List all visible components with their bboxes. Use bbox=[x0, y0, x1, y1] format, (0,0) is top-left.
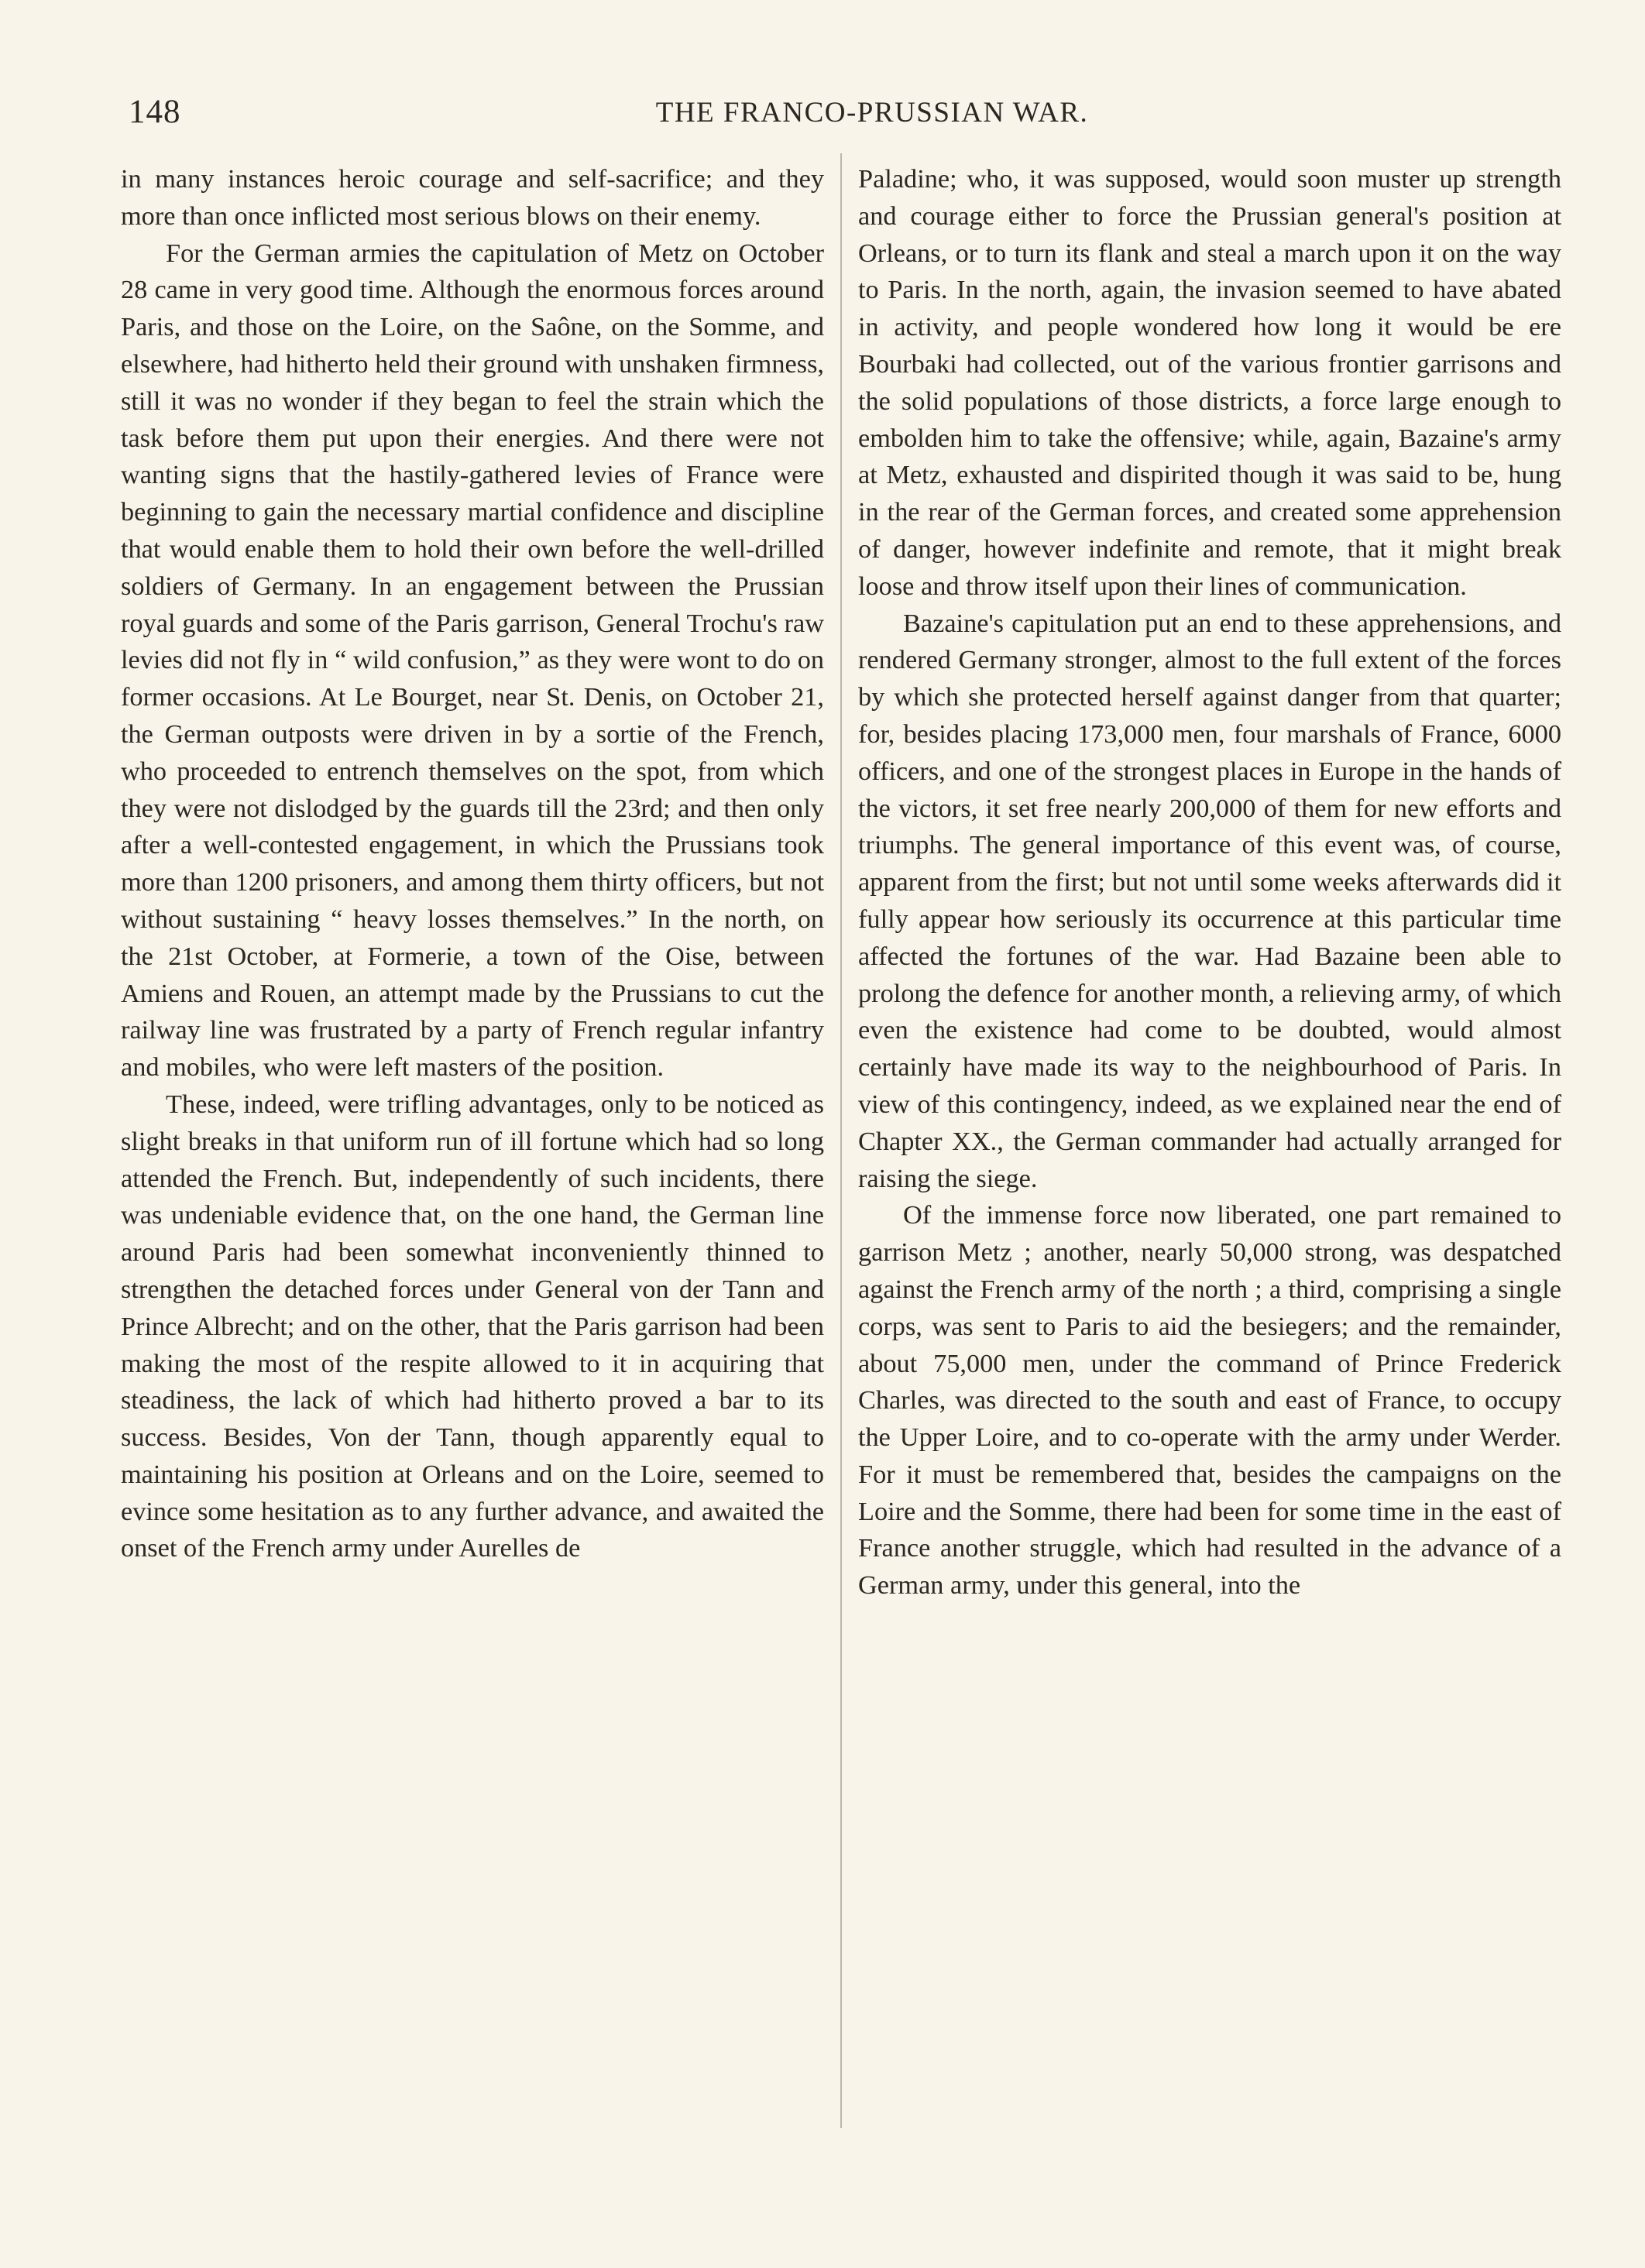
page-number: 148 bbox=[129, 94, 181, 130]
paragraph: Paladine; who, it was supposed, would soon muster up strength and courage either to force the Prussian general's position at Orleans, or to turn its flank and steal a march upon it on the way to Paris. In the north, again, the invasion seemed to have abated in activity, and people wondered how long it would be ere Bourbaki had collected, out of the various frontier garrisons and the solid populations of those districts, a force large enough to embolden him to take the offensive; while, again, Bazaine's army at Metz, exhausted and dispirited though it was said to be, hung in the rear of the German forces, and created some apprehension of danger, however indefinite and remote, that it might break loose and throw itself upon their lines of communication. bbox=[858, 164, 1561, 601]
paragraph: Bazaine's capitulation put an end to these apprehensions, and rendered Germany stronger, almost to the full extent of the forces by which she protected herself against danger from that quarter; for, besides placing 173,000 men, four marshals of France, 6000 officers, and one of the strongest places in Europe in the hands of the victors, it set free nearly 200,000 of them for new efforts and triumphs. The general importance of this event was, of course, apparent from the first; but not until some weeks afterwards did it fully appear how seriously its occurrence at this particular time affected the fortunes of the war. Had Bazaine been able to prolong the defence for another month, a relieving army, of which even the existence had come to be doubted, would almost certainly have made its way to the neighbourhood of Paris. In view of this contingency, indeed, as we explained near the end of Chapter XX., the German commander had actually arranged for raising the siege. bbox=[858, 608, 1561, 1193]
column-divider bbox=[840, 153, 842, 2128]
left-column bbox=[121, 161, 824, 1567]
right-column bbox=[858, 161, 1561, 1604]
paragraph: in many instances heroic courage and self-sacrifice; and they more than once inflicted most serious blows on their enemy. bbox=[121, 164, 824, 231]
paragraph: Of the immense force now liberated, one part remained to garrison Metz ; another, nearly 50,000 strong, was despatched against the French army of the north ; a third, comprising a single corps, was sent to Paris to aid the besiegers; and the remainder, about 75,000 men, under the command of Prince Frederick Charles, was directed to the south and east of France, to occupy the Upper Loire, and to co-operate with the army under Werder. For it must be remembered that, besides the campaigns on the Loire and the Somme, there had been for some time in the east of France another struggle, which had resulted in the advance of a German army, under this general, into the bbox=[858, 1200, 1561, 1601]
paragraph: These, indeed, were trifling advantages, only to be noticed as slight breaks in that uniform run of ill fortune which had so long attended the French. But, independently of such incidents, there was undeniable evidence that, on the one hand, the German line around Paris had been somewhat inconveniently thinned to strengthen the detached forces under General von der Tann and Prince Albrecht; and on the other, that the Paris garrison had been making the most of the respite allowed to it in acquiring that steadiness, the lack of which had hitherto proved a bar to its success. Besides, Von der Tann, though apparently equal to maintaining his position at Orleans and on the Loire, seemed to evince some hesitation as to any further advance, and awaited the onset of the French army under Aurelles de bbox=[121, 1089, 824, 1563]
paragraph: For the German armies the capitulation of Metz on October 28 came in very good time. Although the enormous forces around Paris, and those on the Loire, on the Saône, on the Somme, and elsewhere, had hitherto held their ground with unshaken firmness, still it was no wonder if they began to feel the strain which the task before them put upon their energies. And there were not wanting signs that the hastily-gathered levies of France were beginning to gain the necessary martial confidence and discipline that would enable them to hold their own before the well-drilled soldiers of Germany. In an engagement between the Prussian royal guards and some of the Paris garrison, General Trochu's raw levies did not fly in “ wild confusion,” as they were wont to do on former occasions. At Le Bourget, near St. Denis, on October 21, the German outposts were driven in by a sortie of the French, who proceeded to entrench themselves on the spot, from which they were not dislodged by the guards till the 23rd; and then only after a well-contested engagement, in which the Prussians took more than 1200 prisoners, and among them thirty officers, but not without sustaining “ heavy losses themselves.” In the north, on the 21st October, at Formerie, a town of the Oise, between Amiens and Rouen, an attempt made by the Prussians to cut the railway line was frustrated by a party of French regular infantry and mobiles, who were left masters of the position. bbox=[121, 238, 824, 1083]
running-title: THE FRANCO-PRUSSIAN WAR. bbox=[655, 97, 1089, 129]
